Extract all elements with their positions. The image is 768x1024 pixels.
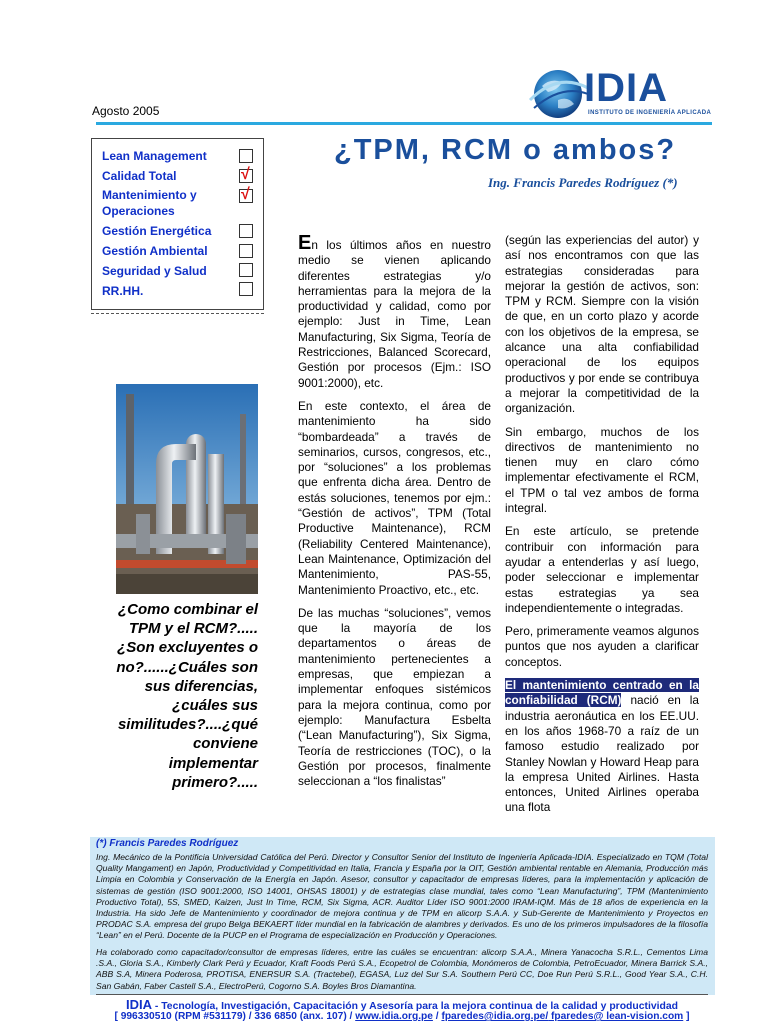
subject-checkbox-ambiental[interactable]: [239, 244, 253, 258]
paragraph-experience: (según las experiencias del autor) y así nos encontramos con que las estrategias consideradas para mejorar la gestión de activos, son: TPM y RCM. Siempre con la visión de que, en un corto plazo y acorde con los objetivos de la empresa, se alcance una alta confiabilidad operacional de los equipos productivos y por ende se contribuya a mejorar la competitividad de la organización.: [505, 233, 699, 416]
issue-date: Agosto 2005: [92, 104, 160, 118]
email-link-idia[interactable]: fparedes@idia.org.pe/: [441, 1011, 549, 1022]
contact-separator: /: [432, 1011, 442, 1022]
article-column-1: [298, 232, 491, 797]
check-mark-icon: √: [241, 166, 250, 183]
footnote-clients: Ha colaborado como capacitador/consultor de empresas líderes, entre las cuáles se encuentran: alicorp S.A.A., Minera Yanacocha S.R.L., Cementos Lima .S.A., Gloria S.A., Kimberly Clark Perú y Ecuador, Kraft Foods Perú S.A., Ecopetrol de Colombia, Monómeros de Colombia, PetroEcuador, Minera Barrick S.A., ABB S.A, Minera Poderosa, PROTISA, ENERSUR S.A. (Tractebel), EGASA, Luz del Sur S.A. Southern Perú CC, Doe Run Perú S.R.L., Good Year S.A., C.H. San Gabán, Faber Castell S.A., ElectroPerú, Cogorno S.A. Boyles Bros Diamantina.: [96, 947, 708, 991]
subject-checkbox-seguridad[interactable]: [239, 263, 253, 277]
footer-rule: [96, 994, 708, 995]
footnote-title: (*) Francis Paredes Rodríguez: [96, 838, 239, 849]
drop-cap: E: [298, 232, 312, 254]
author-footnote: [90, 837, 715, 995]
contact-phones: [ 996330510 (RPM #531179) / 336 6850 (anx. 107) /: [114, 1011, 356, 1022]
industrial-plant-photo: [116, 384, 258, 594]
subject-label-rrhh: RR.HH.: [102, 284, 144, 298]
subject-checkbox-rrhh[interactable]: [239, 282, 253, 296]
subject-label-seguridad: Seguridad y Salud: [102, 264, 207, 278]
idia-logo: [528, 64, 714, 124]
subject-checkbox-calidad[interactable]: [239, 166, 253, 183]
paragraph-intro-text: n los últimos años en nuestro medio se vienen aplicando diferentes estrategias y/o herramientas para la mejora de la productividad y calidad, como por ejemplo: Just in Time, Lean Manufacturing, Six Sigma, Teoría de Restricciones, Balanced Scorecard, Gestión por procesos (Ejm.: ISO 9001:2000), etc.: [298, 238, 491, 390]
paragraph-rcm: [505, 678, 699, 816]
article-author: Ing. Francis Paredes Rodríguez (*): [488, 175, 678, 190]
paragraph-intro: [298, 232, 491, 391]
paragraph-rcm-text: nació en la industria aeronáutica en los EE.UU. en los años 1968-70 a raíz de un famoso estudio realizado por Stanley Nowlan y Howard Heap para la empresa United Airlines. Hasta entonces, United Airlines operaba una flota: [505, 693, 699, 815]
subject-label-ambiental: Gestión Ambiental: [102, 244, 208, 258]
subject-label-energetica: Gestión Energética: [102, 224, 212, 238]
footnote-bio: Ing. Mecánico de la Pontificia Universidad Católica del Perú. Director y Consultor Senior del Instituto de Ingeniería Aplicada-IDIA. Especializado en TQM (Total Quality Mangament) en Japón, Productividad y Competitividad en Italia, Francia y España por la OIT, Gestión ambiental rentable en Alemania, Producción más Limpia en Colombia y Conservación de la Energía en Japón. Asesor, consultor y capacitador de empresas líderes, para la implementación y aplicación de sistemas de gestión (ISO 9001:2000, ISO 14001, OHSAS 18001) y de estrategias clase mundial, tales como “Lean Manufacturing”, TPM (Mantenimiento Productivo Total), 5S, SMED, Kaizen, Just In Time, RCM, Six Sigma, ACR. Auditor Líder ISO 9001:2000 IRAM-IQM. Más de 18 años de experiencia en la Industria. Ha sido Jefe de Mantenimiento y coordinador de mejora continua y de TPM en alicorp S.A.A. y Sub-Gerente de Mantenimiento y Proyectos en PRODAC S.A. empresa del grupo Belga BEKAERT líder mundial en la fabricación de alambres y derivados. Es uno de los primeros impulsadores de la filosofía “Lean” en el Perú. Docente de la PUCP en el Programa de especialización en Producción y Operaciones.: [96, 852, 708, 941]
globe-logo-icon: [528, 64, 590, 124]
check-mark-icon: √: [241, 186, 250, 203]
subject-label-lean: Lean Management: [102, 149, 207, 163]
contact-suffix: ]: [683, 1011, 690, 1022]
header-rule: [96, 122, 712, 125]
footer-tagline: [96, 997, 708, 1012]
subject-checklist: [91, 138, 264, 310]
footer-brand: IDIA: [125, 997, 152, 1012]
logo-wordmark: IDIA: [584, 66, 668, 110]
paragraph-concepts: Pero, primeramente veamos algunos puntos que nos ayuden a clarificar conceptos.: [505, 624, 699, 669]
subject-checkbox-lean[interactable]: [239, 149, 253, 163]
subject-checkbox-mantenimiento[interactable]: [239, 186, 253, 203]
paragraph-directives: Sin embargo, muchos de los directivos de mantenimiento no tienen muy en claro cómo implementar efectivamente el RCM, el TPM o tal vez ambos de forma integral.: [505, 424, 699, 516]
logo-subtitle: INSTITUTO DE INGENIERÍA APLICADA: [588, 110, 712, 116]
subject-label-mantenimiento: Mantenimiento y Operaciones: [102, 188, 197, 218]
sidebar-question: ¿Como combinar el TPM y el RCM?.....¿Son excluyentes o no?......¿Cuáles son sus diferencias, ¿cuáles sus similitudes?....¿qué conviene implementar primero?.....: [116, 601, 258, 791]
footer-contact: [96, 1011, 708, 1022]
paragraph-purpose: En este artículo, se pretende contribuir con información para ayudar a entenderlas y así luego, poder seleccionar e implementar estas estrategias ya sea independientemente o integradas.: [505, 524, 699, 615]
website-link[interactable]: www.idia.org.pe: [355, 1011, 433, 1022]
email-link-leanvision[interactable]: fparedes@ lean-vision.com: [548, 1011, 684, 1022]
article-title: ¿TPM, RCM o ambos?: [334, 134, 677, 166]
rcm-highlight: El mantenimiento centrado en la confiabilidad (RCM): [505, 678, 699, 708]
subject-label-calidad: Calidad Total: [102, 169, 177, 183]
footer-tagline-text: - Tecnología, Investigación, Capacitación y Asesoría para la mejora continua de la calidad y productividad: [151, 1001, 679, 1012]
article-column-2: [505, 233, 699, 824]
paragraph-context: En este contexto, el área de mantenimiento ha sido “bombardeada” a través de seminarios, cursos, congresos, etc., por “soluciones” a los problemas que enfrenta dicha área. Dentro de estás soluciones, tenemos por ejm.: “Gestión de activos”, TPM (Total Productive Maintenance), RCM (Reliability Centered Maintenance), Lean Maintenance, Optimización del Mantenimiento, PAS-55, Mantenimiento Proactivo, etc., etc.: [298, 398, 491, 597]
checklist-divider: [91, 313, 264, 314]
subject-checkbox-energetica[interactable]: [239, 224, 253, 238]
paragraph-solutions: De las muchas “soluciones”, vemos que la mayoría de los departamentos o áreas de mantenimiento pertenecientes a empresas, que empiezan a implementar enfoques sistémicos para la mejora continua, como por ejemplo: Manufactura Esbelta (“Lean Manufacturing”), Six Sigma, Teoría de restricciones (TOC), o la Gestión por procesos, finalmente seleccionan a “los finalistas”: [298, 605, 491, 789]
